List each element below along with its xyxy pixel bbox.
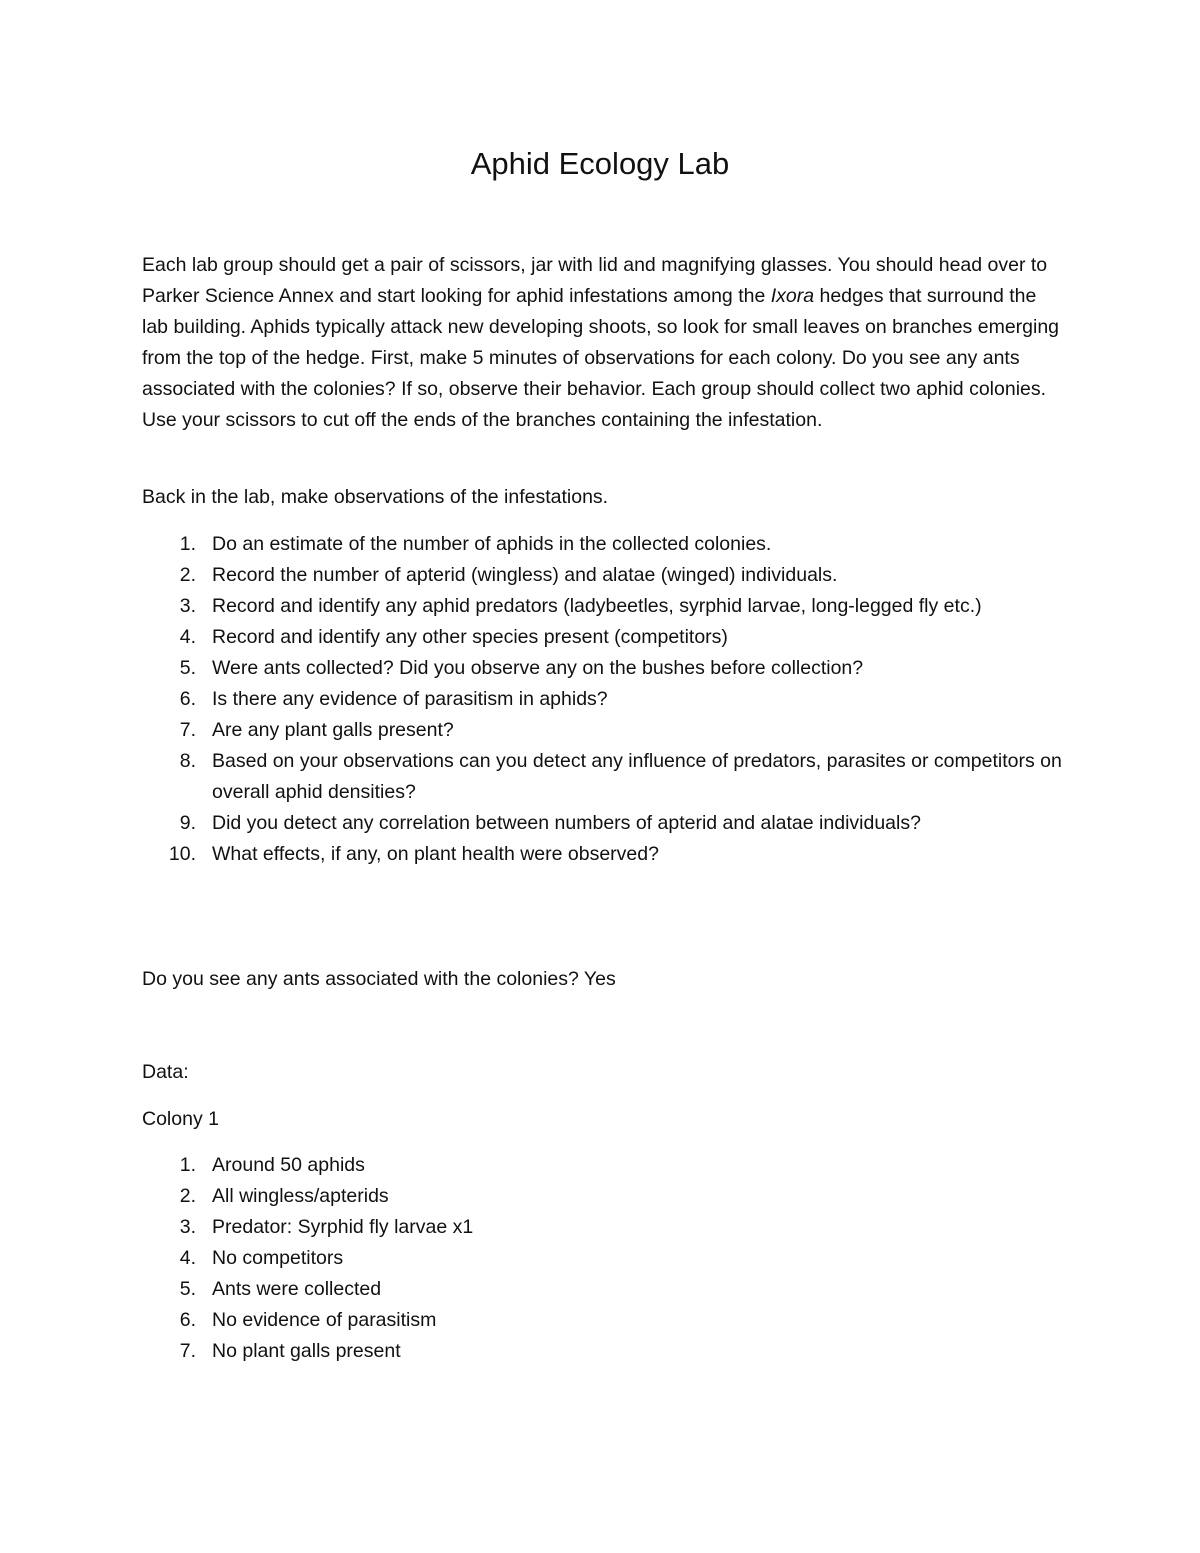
list-item-text: Are any plant galls present? [212,719,454,741]
list-item-text: Record and identify any other species present (competitors) [212,626,728,648]
list-item [142,560,1062,591]
data-heading: Data: [142,1061,189,1083]
list-item-text: Predator: Syrphid fly larvae x1 [212,1216,474,1238]
list-item-number: 2. [179,564,196,586]
questions-list [142,529,1062,870]
list-item-text: No competitors [212,1247,344,1269]
list-item-number: 9. [179,812,196,834]
list-item [142,653,1062,684]
list-item [142,622,1062,653]
list-item-number: 2. [179,1185,196,1207]
list-item-text: Did you detect any correlation between numbers of apterid and alatae individuals? [212,812,921,834]
list-item-text: No evidence of parasitism [212,1309,437,1331]
ants-answer-line: Do you see any ants associated with the colonies? Yes [142,968,616,990]
list-item-text: Record and identify any aphid predators (ladybeetles, syrphid larvae, long-legged fly etc.) [212,595,982,617]
list-item [142,1336,1062,1367]
list-item-number: 3. [179,1216,196,1238]
list-item [142,715,1062,746]
list-item-number: 4. [179,626,196,648]
list-item [142,808,1062,839]
intro-paragraph [142,250,1062,436]
document-title: Aphid Ecology Lab [470,146,730,181]
intro-italic-word: Ixora [770,285,815,307]
intro-text-part1: Each lab group should get a pair of scissors, jar with lid and magnifying glasses. You should head over to Parker Science Annex and start looking for aphid infestations among the [142,254,1048,307]
list-item-number: 1. [179,1154,196,1176]
list-item-text: Around 50 aphids [212,1154,365,1176]
intro-text-part2: hedges that surround the lab building. Aphids typically attack new developing shoots, so look for small leaves on branches emerging from the top of the hedge. First, make 5 minutes of observations for each colony. Do you see any ants associated with the colonies? If so, observe their behavior. Each group should collect two aphid colonies. Use your scissors to cut off the ends of the branches containing the infestation. [142,285,1060,431]
list-item [142,1274,1062,1305]
list-item-text: Based on your observations can you detect any influence of predators, parasites or competitors on overall aphid densities? [212,750,1062,803]
list-item-text: All wingless/apterids [212,1185,389,1207]
list-item-number: 6. [179,1309,196,1331]
list-item [142,1181,1062,1212]
colony-observations-list [142,1150,1062,1367]
list-item-text: What effects, if any, on plant health were observed? [212,843,659,865]
list-item-number: 1. [179,533,196,555]
list-item-text: No plant galls present [212,1340,401,1362]
list-item [142,1305,1062,1336]
list-item-text: Is there any evidence of parasitism in aphids? [212,688,608,710]
list-item-number: 4. [179,1247,196,1269]
list-item-number: 7. [179,1340,196,1362]
list-item [142,1212,1062,1243]
list-item [142,684,1062,715]
list-item-number: 6. [179,688,196,710]
list-item [142,746,1062,808]
colony-heading: Colony 1 [142,1108,219,1130]
list-item-text: Do an estimate of the number of aphids in the collected colonies. [212,533,772,555]
list-item-text: Record the number of apterid (wingless) and alatae (winged) individuals. [212,564,838,586]
list-item-number: 5. [179,1278,196,1300]
list-item [142,591,1062,622]
back-in-lab-paragraph: Back in the lab, make observations of the infestations. [142,486,609,508]
list-item [142,529,1062,560]
list-item-number: 3. [179,595,196,617]
list-item [142,1150,1062,1181]
list-item [142,1243,1062,1274]
list-item-text: Ants were collected [212,1278,382,1300]
list-item-number: 5. [179,657,196,679]
list-item-number: 8. [179,750,196,772]
list-item [142,839,1062,870]
list-item-number: 7. [179,719,196,741]
list-item-text: Were ants collected? Did you observe any on the bushes before collection? [212,657,864,679]
list-item-number: 10. [168,843,196,865]
